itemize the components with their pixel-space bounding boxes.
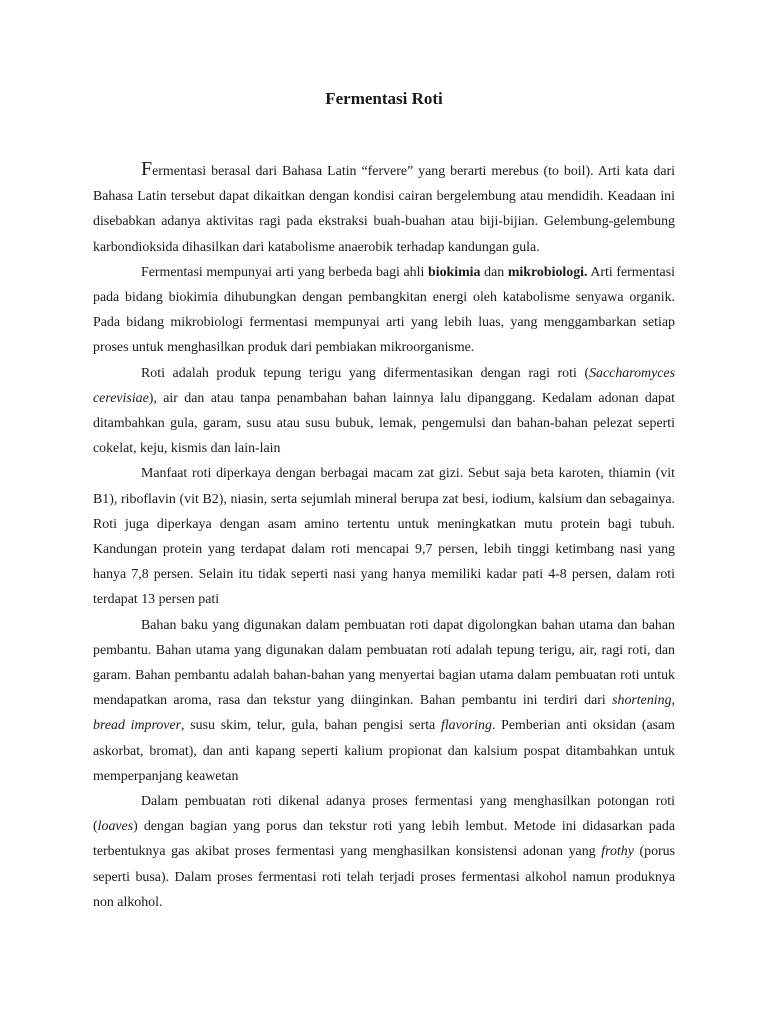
term-mikrobiologi: mikrobiologi. — [507, 264, 588, 280]
term-biokimia: biokimia — [428, 264, 481, 280]
paragraph-2-text-1: Fermentasi mempunyai arti yang berbeda bagi ahli — [141, 264, 428, 280]
term-shortening: shortening, bread improver — [93, 693, 675, 734]
paragraph-3-text-1: Roti adalah produk tepung terigu yang difermentasikan dengan ragi roti ( — [141, 365, 590, 381]
term-frothy: frothy — [601, 844, 634, 860]
paragraph-2-text-2: dan — [480, 264, 508, 280]
paragraph-5-text-3: . Pemberian anti oksidan (asam askorbat, bromat), dan anti kapang seperti kalium propionat dan kalsium pospat ditambahkan untuk memperpanjang keawetan — [93, 718, 675, 784]
paragraph-6 — [93, 789, 675, 915]
paragraph-5-text-2: , susu skim, telur, gula, bahan pengisi serta — [181, 718, 441, 734]
paragraph-4-text: Manfaat roti diperkaya dengan berbagai macam zat gizi. Sebut saja beta karoten, thiamin (vit B1), riboflavin (vit B2), niasin, serta sejumlah mineral berupa zat besi, iodium, kalsium dan sebagainya. Roti juga diperkaya dengan asam amino tertentu untuk meningkatkan mutu protein bagi tubuh. Kandungan protein yang terdapat dalam roti mencapai 9,7 persen, lebih tinggi ketimbang nasi yang hanya 7,8 persen. Selain itu tidak seperti nasi yang hanya memiliki kadar pati 4-8 persen, dalam roti terdapat 13 persen pati — [93, 466, 675, 608]
paragraph-6-text-1: Dalam pembuatan roti dikenal adanya proses fermentasi yang menghasilkan potongan roti ( — [93, 794, 675, 835]
paragraph-2 — [93, 260, 675, 361]
paragraph-5 — [93, 613, 675, 789]
paragraph-3-text-2: ), air dan atau tanpa penambahan bahan lainnya lalu dipanggang. Kedalam adonan dapat ditambahkan gula, garam, susu atau susu bubuk, lemak, pengemulsi dan bahan-bahan pelezat seperti cokelat, keju, kismis dan lain-lain — [93, 390, 675, 457]
term-saccharomyces: Saccharomyces cerevisiae — [93, 365, 675, 406]
term-flavoring: flavoring — [440, 718, 492, 734]
paragraph-1 — [93, 157, 675, 260]
paragraph-2-text-3: Arti fermentasi pada bidang biokimia dihubungkan dengan pembangkitan energi oleh katabolisme senyawa organik. Pada bidang mikrobiologi fermentasi mempunyai arti yang lebih luas, yang menggambarkan setiap proses untuk menghasilkan produk dari pembiakan mikroorganisme. — [93, 264, 675, 356]
paragraph-6-text-2: ) dengan bagian yang porus dan tekstur roti yang lebih lembut. Metode ini didasarkan pada terbentuknya gas akibat proses fermentasi yang menghasilkan konsistensi adonan yang — [93, 819, 675, 860]
document-title: Fermentasi Roti — [325, 89, 443, 108]
paragraph-6-text-3: (porus seperti busa). Dalam proses fermentasi roti telah terjadi proses fermentasi alkohol namun produknya non alkohol. — [93, 844, 675, 910]
drop-cap: F — [141, 158, 153, 180]
paragraph-1-text: ermentasi berasal dari Bahasa Latin “fervere” yang berarti merebus (to boil). Arti kata dari Bahasa Latin tersebut dapat dikaitkan dengan kondisi cairan bergelembung atau mendidih. Keadaan ini disebabkan adanya aktivitas ragi pada ekstraksi buah-buahan atau biji-bijian. Gelembung-gelembung karbondioksida dihasilkan dari katabolisme anaerobik terhadap kandungan gula. — [93, 164, 675, 255]
paragraph-5-text-1: Bahan baku yang digunakan dalam pembuatan roti dapat digolongkan bahan utama dan bahan pembantu. Bahan utama yang digunakan dalam pembuatan roti adalah tepung terigu, air, ragi roti, dan garam. Bahan pembantu adalah bahan-bahan yang menyertai bagian utama dalam pembuatan roti untuk mendapatkan aroma, rasa dan tekstur yang diinginkan. Bahan pembantu ini terdiri dari — [93, 617, 675, 709]
paragraph-3 — [93, 361, 675, 462]
paragraph-4 — [93, 461, 675, 612]
document-page — [93, 0, 675, 915]
term-loaves: loaves — [97, 819, 134, 835]
